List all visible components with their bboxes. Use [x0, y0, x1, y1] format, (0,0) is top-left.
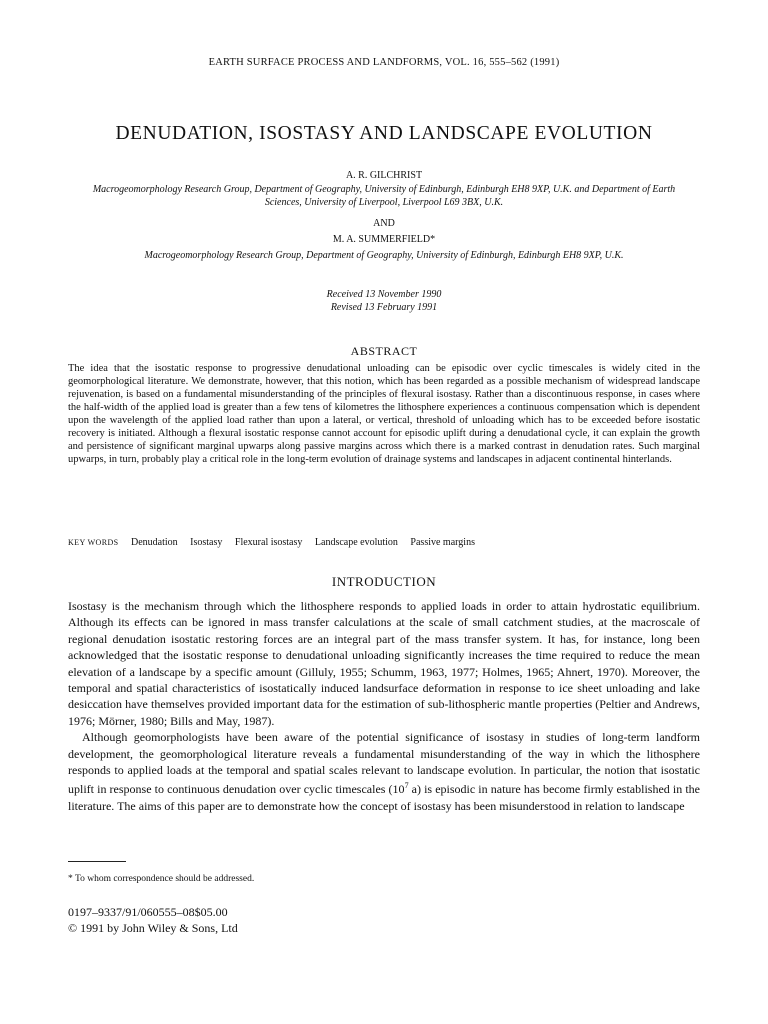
article-title: DENUDATION, ISOSTASY AND LANDSCAPE EVOLUTION: [115, 123, 653, 144]
footnote-rule: [68, 861, 126, 862]
publication-info: [68, 904, 238, 936]
intro-p2-text-cont: a) is episodic in nature has become firmly established in the literature. The aims of this paper are to demonstrate how the concept of isostasy has been misunderstood in relation to landscape: [68, 782, 700, 813]
copyright: © 1991 by John Wiley & Sons, Ltd: [68, 921, 238, 935]
affiliation-2: Macrogeomorphology Research Group, Department of Geography, University of Edinburgh, Edinburgh EH8 9XP, U.K.: [144, 250, 624, 261]
and-separator: AND: [373, 218, 395, 229]
abstract-text: The idea that the isostatic response to progressive denudational unloading can be episodic over cyclic timescales is widely cited in the geomorphological literature. We demonstrate, however, that this notion, which has been regarded as a possible mechanism of widespread landscape rejuvenation, is based on a fundamental misunderstanding of the principles of flexural isostasy. Rather than a discontinuous response, in cases where the half-width of the applied load is greater than a few tens of kilometres the lithosphere experiences a continuous compensation which is dependent upon the wavelength of the applied load rather than upon a lateral, or vertical, threshold of unloading which has to be exceeded before isostatic recovery is initiated. Although a flexural isostatic response cannot account for episodic uplift during a denudational cycle, it can explain the growth and persistence of significant marginal upwarps along passive margins across which there is a marked contrast in denudation rates. Such marginal upwarps, in turn, probably play a critical role in the long-term evolution of drainage systems and landscapes in adjacent continental hinterlands.: [68, 363, 700, 465]
keyword-item: Passive margins: [410, 537, 475, 548]
issn-code: 0197–9337/91/060555–08$05.00: [68, 905, 228, 919]
received-date: Received 13 November 1990: [326, 289, 442, 300]
article-dates: [0, 288, 768, 314]
author-2: M. A. SUMMERFIELD*: [332, 234, 436, 245]
keyword-item: Landscape evolution: [314, 537, 398, 548]
revised-date: Revised 13 February 1991: [330, 302, 438, 313]
keywords: [68, 537, 700, 548]
introduction-body: [68, 598, 700, 814]
affiliation-1: Macrogeomorphology Research Group, Department of Geography, University of Edinburgh, Edinburgh EH8 9XP, U.K. and Department of Earth Sciences, University of Liverpool, Liverpool L69 3BX, U.K.: [92, 184, 676, 208]
introduction-heading: INTRODUCTION: [331, 574, 437, 589]
abstract-heading: ABSTRACT: [350, 344, 418, 358]
keyword-item: Flexural isostasy: [234, 537, 303, 548]
keyword-item: Denudation: [131, 537, 178, 548]
intro-p2-text: Although geomorphologists have been aware of the potential significance of isostasy in studies of long-term landform development, the geomorphological literature reveals a fundamental misunderstanding of the way in which the lithosphere responds to applied loads at the temporal and spatial scales relevant to landscape evolution. In particular, the notion that isostatic uplift in response to continuous denudation over cyclic timescales (10: [68, 730, 700, 797]
journal-header: EARTH SURFACE PROCESS AND LANDFORMS, VOL. 16, 555–562 (1991): [208, 57, 560, 68]
keyword-item: Isostasy: [190, 537, 223, 548]
exponent: 7: [404, 781, 409, 791]
keywords-label: KEY WORDS: [68, 538, 119, 547]
intro-paragraph-2: [68, 729, 700, 814]
author-1: A. R. GILCHRIST: [345, 170, 423, 181]
footnote: * To whom correspondence should be addressed.: [68, 874, 255, 884]
intro-paragraph-1: Isostasy is the mechanism through which the lithosphere responds to applied loads in order to attain hydrostatic equilibrium. Although its effects can be ignored in mass transfer calculations at the scale of small catchment studies, at the macroscale of regional denudation isostatic restoring forces are an integral part of the mass transfer system. It has, for instance, long been acknowledged that the isostatic response to denudational unloading significantly increases the time required to reduce the mean elevation of a landscape by a specific amount (Gilluly, 1955; Schumm, 1963, 1977; Holmes, 1965; Ahnert, 1970). Moreover, the temporal and spatial characteristics of isostatically induced landsurface deformation in response to ice sheet unloading and lake desiccation have themselves provided important data for the estimation of sub-lithospheric mantle properties (Peltier and Andrews, 1976; Mörner, 1980; Bills and May, 1987).: [68, 599, 700, 728]
